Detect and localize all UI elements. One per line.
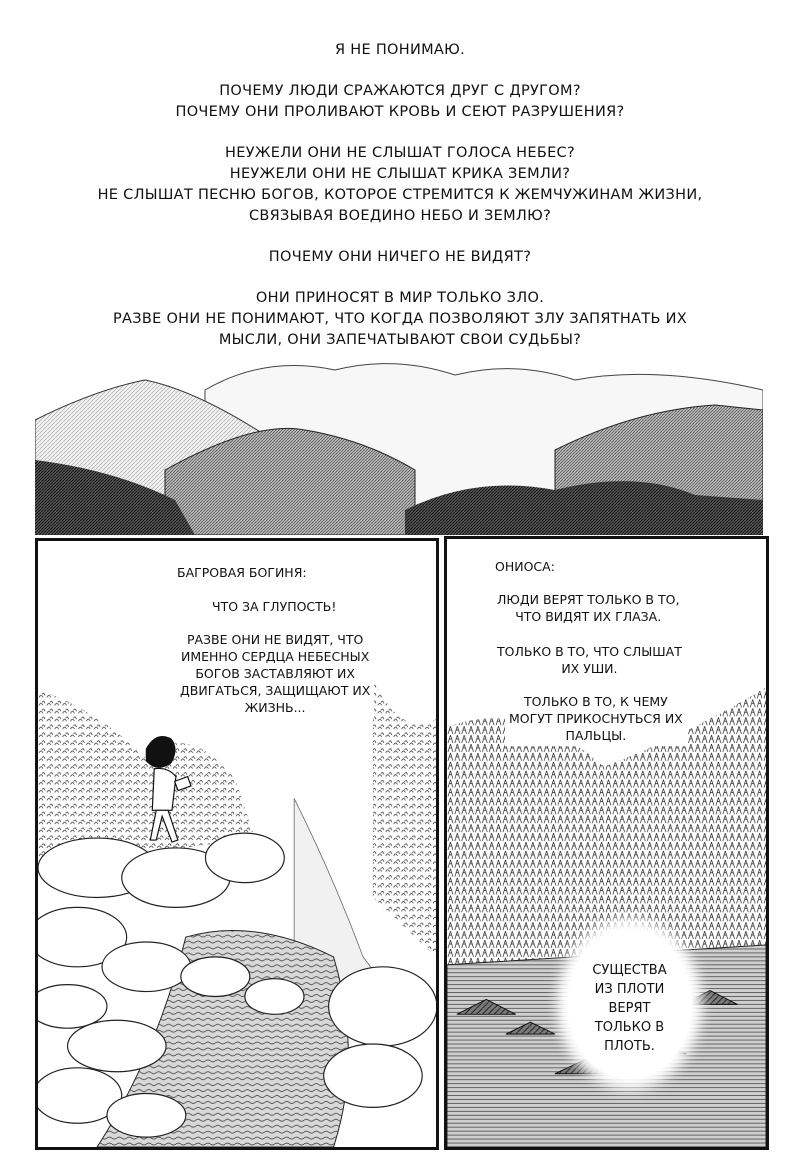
speech-text: РАЗВЕ ОНИ НЕ ВИДЯТ, ЧТО ИМЕННО СЕРДЦА НЕБЕСНЫХ БОГОВ ЗАСТАВЛЯЮТ ИХ ДВИГАТЬСЯ, ЗАЩИЩАЮТ ИХ ЖИЗНЬ... [176,629,374,718]
narration-line: ПОЧЕМУ ЛЮДИ СРАЖАЮТСЯ ДРУГ С ДРУГОМ? ПОЧЕМУ ОНИ ПРОЛИВАЮТ КРОВЬ И СЕЮТ РАЗРУШЕНИЯ? [175,83,625,120]
speech-text: ЛЮДИ ВЕРЯТ ТОЛЬКО В ТО, ЧТО ВИДЯТ ИХ ГЛАЗА. [493,589,683,627]
speaker-label: ОНИОСА: [491,557,559,576]
speech-text: ТОЛЬКО В ТО, ЧТО СЛЫШАТ ИХ УШИ. [493,641,686,679]
river-panel [35,538,439,1150]
speaker-label: БАГРОВАЯ БОГИНЯ: [173,563,311,582]
narration-line: ПОЧЕМУ ОНИ НИЧЕГО НЕ ВИДЯТ? [268,249,532,265]
speech-text: ТОЛЬКО В ТО, К ЧЕМУ МОГУТ ПРИКОСНУТЬСЯ ИХ ПАЛЬЦЫ. [505,691,687,746]
narration-line: НЕУЖЕЛИ ОНИ НЕ СЛЫШАТ ГОЛОСА НЕБЕС? НЕУЖЕЛИ ОНИ НЕ СЛЫШАТ КРИКА ЗЕМЛИ? НЕ СЛЫШАТ ПЕСНЮ БОГОВ, КОТОРОЕ СТРЕМИТСЯ К ЖЕМЧУЖИНАМ ЖИЗНИ, СВЯЗЫВАЯ ВОЕДИНО НЕБО И ЗЕМЛЮ? [97,145,703,224]
narration-line: ОНИ ПРИНОСЯТ В МИР ТОЛЬКО ЗЛО. РАЗВЕ ОНИ НЕ ПОНИМАЮТ, ЧТО КОГДА ПОЗВОЛЯЮТ ЗЛУ ЗАПЯТНАТЬ ИХ МЫСЛИ, ОНИ ЗАПЕЧАТЫВАЮТ СВОИ СУДЬБЫ? [112,290,688,348]
narration-line: Я НЕ ПОНИМАЮ. [334,42,466,58]
bubble-text: СУЩЕСТВА ИЗ ПЛОТИ ВЕРЯТ ТОЛЬКО В ПЛОТЬ. [592,963,667,1054]
mountains-panel [35,350,763,535]
village-panel [444,536,769,1150]
mountains-illustration [35,350,763,535]
speech-text: ЧТО ЗА ГЛУПОСТЬ! [208,596,340,617]
narration-text [40,40,760,371]
